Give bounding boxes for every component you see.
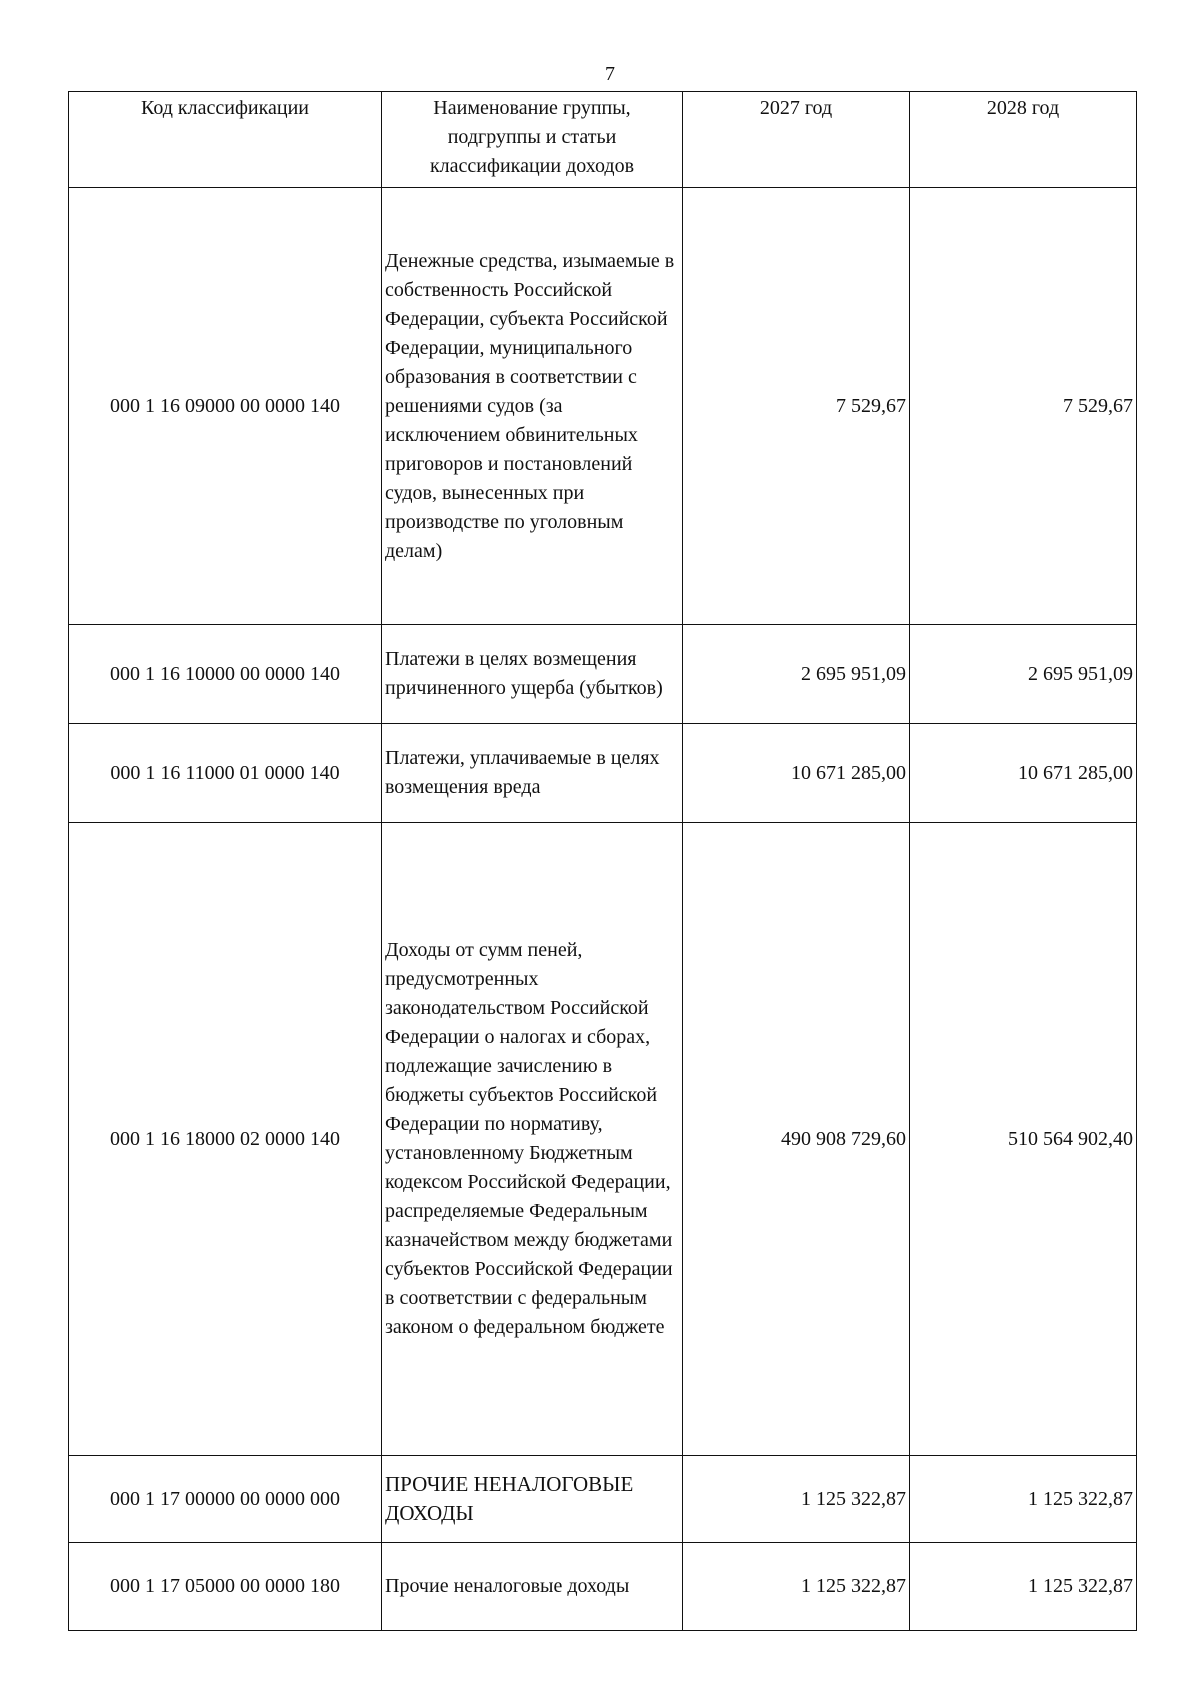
row-value-2028: 7 529,67 [910,188,1137,625]
row-value-2028: 2 695 951,09 [910,625,1137,724]
revenue-classification-table [68,91,1137,1631]
row-code: 000 1 17 05000 00 0000 180 [69,1543,382,1631]
table-row [69,823,1137,1456]
row-name: Платежи, уплачиваемые в целях возмещения вреда [382,724,683,823]
header-code: Код классификации [69,92,382,188]
row-value-2027: 1 125 322,87 [683,1456,910,1543]
row-code: 000 1 17 00000 00 0000 000 [69,1456,382,1543]
row-name: Денежные средства, изымаемые в собственность Российской Федерации, субъекта Российской Федерации, муниципального образования в соответствии с решениями судов (за исключением обвинительных приговоров и постановлений судов, вынесенных при производстве по уголовным делам) [382,188,683,625]
row-code: 000 1 16 10000 00 0000 140 [69,625,382,724]
row-value-2028: 1 125 322,87 [910,1543,1137,1631]
row-code: 000 1 16 18000 02 0000 140 [69,823,382,1456]
row-value-2028: 1 125 322,87 [910,1456,1137,1543]
row-value-2027: 1 125 322,87 [683,1543,910,1631]
header-name: Наименование группы, подгруппы и статьи классификации доходов [382,92,683,188]
row-name: Платежи в целях возмещения причиненного ущерба (убытков) [382,625,683,724]
row-name: Доходы от сумм пеней, предусмотренных законодательством Российской Федерации о налогах и сборах, подлежащие зачислению в бюджеты субъектов Российской Федерации по нормативу, установленному Бюджетным кодексом Российской Федерации, распределяемые Федеральным казначейством между бюджетами субъектов Российской Федерации в соответствии с федеральным законом о федеральном бюджете [382,823,683,1456]
row-name: Прочие неналоговые доходы [382,1543,683,1631]
table-row [69,724,1137,823]
header-2028: 2028 год [910,92,1137,188]
row-value-2028: 510 564 902,40 [910,823,1137,1456]
table-row [69,1543,1137,1631]
table-header-row [69,92,1137,188]
table-row [69,188,1137,625]
row-value-2027: 7 529,67 [683,188,910,625]
row-code: 000 1 16 09000 00 0000 140 [69,188,382,625]
table-row [69,625,1137,724]
row-name: ПРОЧИЕ НЕНАЛОГОВЫЕ ДОХОДЫ [382,1456,683,1543]
row-code: 000 1 16 11000 01 0000 140 [69,724,382,823]
row-value-2027: 2 695 951,09 [683,625,910,724]
row-value-2027: 10 671 285,00 [683,724,910,823]
header-2027: 2027 год [683,92,910,188]
row-value-2028: 10 671 285,00 [910,724,1137,823]
row-value-2027: 490 908 729,60 [683,823,910,1456]
table-row [69,1456,1137,1543]
page-number: 7 [605,63,615,85]
